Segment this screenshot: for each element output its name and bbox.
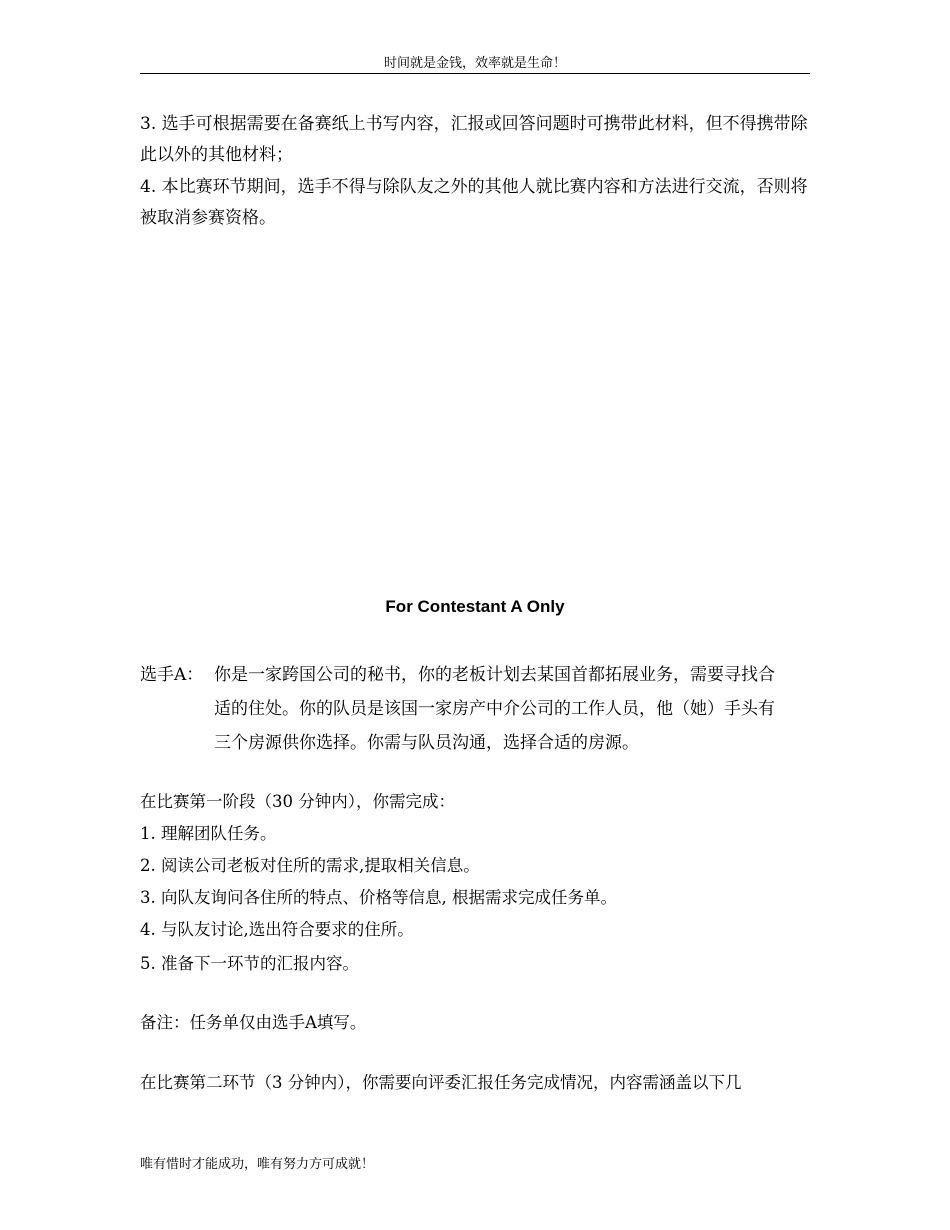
list-item: 1. 理解团队任务。	[140, 824, 277, 843]
role-a-line-1: 你是一家跨国公司的秘书，你的老板计划去某国首都拓展业务，需要寻找合	[214, 665, 775, 685]
stage2-intro: 在比赛第二环节（3 分钟内），你需要向评委汇报任务完成情况，内容需涵盖以下几	[140, 1073, 742, 1092]
stage1-intro: 在比赛第一阶段（30 分钟内），你需完成：	[140, 792, 455, 811]
header-divider	[140, 73, 810, 74]
section-title: For Contestant A Only	[385, 597, 565, 616]
role-a-line-2: 适的住处。你的队员是该国一家房产中介公司的工作人员，他（她）手头有	[214, 699, 775, 719]
note: 备注：任务单仅由选手A填写。	[140, 1013, 367, 1032]
role-a-line-3: 三个房源供你选择。你需与队员沟通，选择合适的房源。	[214, 733, 639, 753]
list-item: 2. 阅读公司老板对住所的需求,提取相关信息。	[140, 856, 480, 875]
page-footer-motto: 唯有惜时才能成功，唯有努力方可成就！	[140, 1157, 375, 1172]
rule-item-3: 3. 选手可根据需要在备赛纸上书写内容，汇报或回答问题时可携带此材料，但不得携带除此以外的其他材料；	[140, 114, 808, 165]
rule-item-4: 4. 本比赛环节期间，选手不得与除队友之外的其他人就比赛内容和方法进行交流，否则将被取消参赛资格。	[140, 177, 808, 228]
role-a-label: 选手A：	[140, 665, 204, 685]
list-item: 5. 准备下一环节的汇报内容。	[140, 954, 359, 973]
page-header-slogan: 时间就是金钱，效率就是生命！	[383, 56, 566, 71]
list-item: 3. 向队友询问各住所的特点、价格等信息, 根据需求完成任务单。	[140, 888, 617, 907]
list-item: 4. 与队友讨论,选出符合要求的住所。	[140, 920, 414, 939]
role-a-description	[140, 658, 812, 760]
